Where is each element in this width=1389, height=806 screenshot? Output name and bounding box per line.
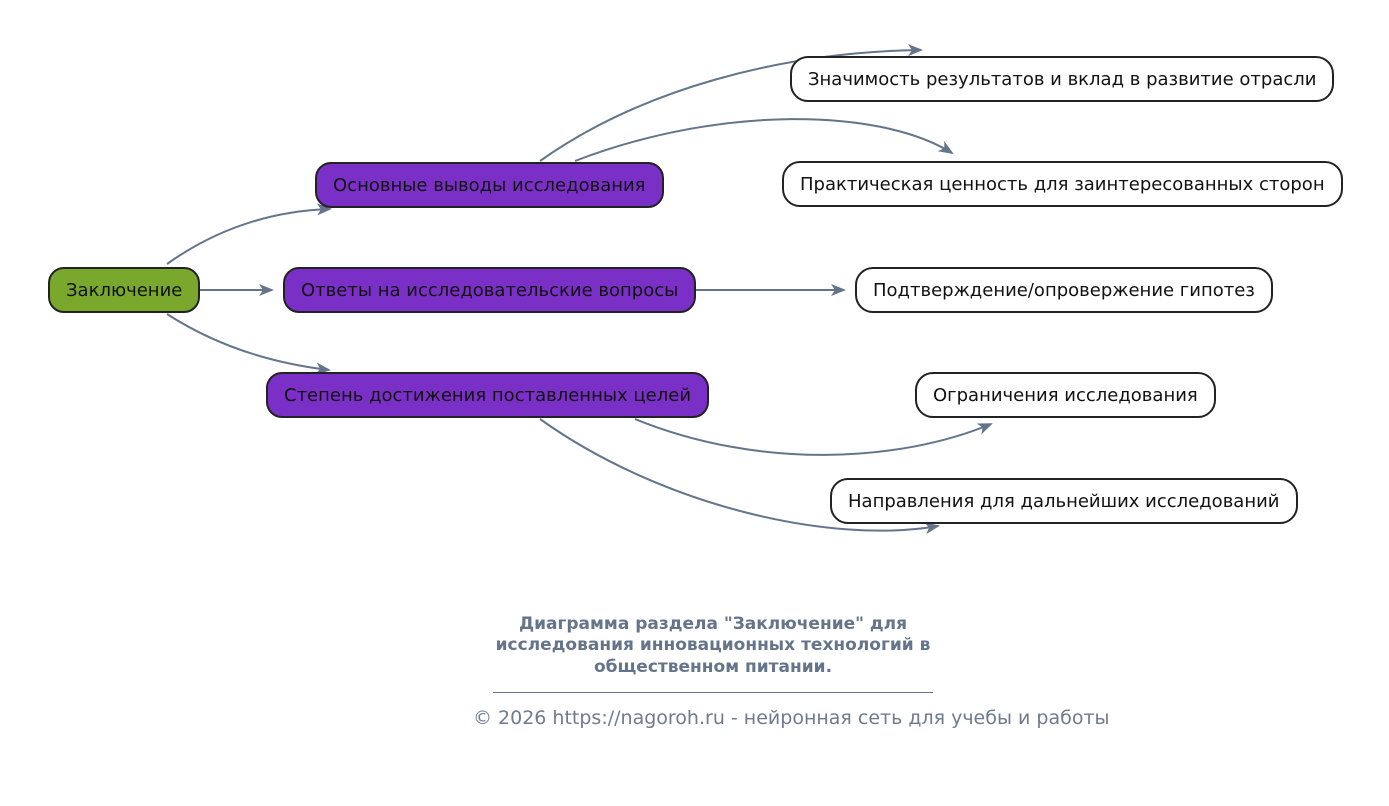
caption-copyright: © 2026 https://nagoroh.ru - нейронная сеть для учебы и работы: [473, 706, 1110, 729]
node-label: Основные выводы исследования: [333, 174, 646, 196]
node-label: Заключение: [66, 279, 183, 301]
node-label: Степень достижения поставленных целей: [284, 384, 692, 406]
edge-root-b1: [167, 209, 330, 264]
node-results-significance: [790, 56, 1334, 102]
edge-b3-l4: [635, 419, 991, 455]
caption-title: Диаграмма раздела "Заключение" для исследования инновационных технологий в общественном питании.: [495, 614, 931, 677]
node-practical-value: [782, 161, 1343, 207]
node-label: Практическая ценность для заинтересованных сторон: [800, 173, 1325, 195]
diagram-caption: [473, 614, 1110, 729]
node-goal-achievement: [266, 372, 709, 418]
node-label: Подтверждение/опровержение гипотез: [873, 279, 1255, 301]
node-label: Ответы на исследовательские вопросы: [301, 279, 679, 301]
node-label: Ограничения исследования: [933, 384, 1198, 406]
node-conclusion-root: [48, 267, 200, 313]
node-research-answers: [283, 267, 696, 313]
edge-b1-l2: [575, 119, 952, 161]
node-main-findings: [315, 162, 664, 208]
node-research-limitations: [915, 372, 1216, 418]
caption-divider: [493, 692, 933, 693]
node-label: Направления для дальнейших исследований: [848, 490, 1280, 512]
node-label: Значимость результатов и вклад в развитие отрасли: [808, 68, 1317, 90]
node-hypothesis-confirmation: [855, 267, 1273, 313]
edge-root-b3: [167, 314, 329, 370]
node-future-research-directions: [830, 478, 1298, 524]
